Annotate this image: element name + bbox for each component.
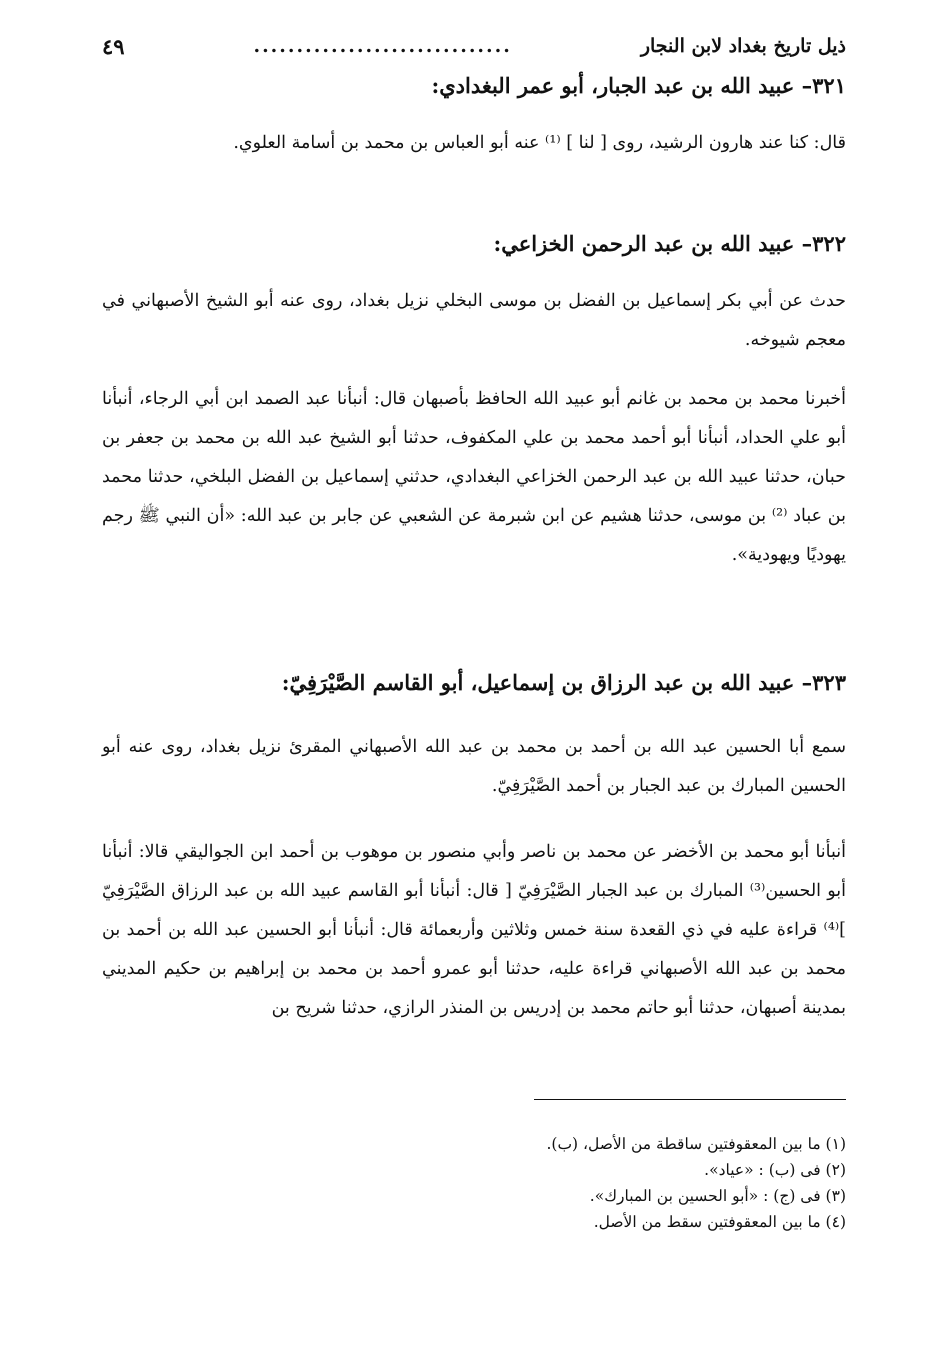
entry-322-heading: ٣٢٢– عبيد الله بن عبد الرحمن الخزاعي: <box>493 231 846 256</box>
running-title: ذيل تاريخ بغداد لابن النجار <box>640 35 846 57</box>
entry-322-paragraph-2: أخبرنا محمد بن محمد بن غانم أبو عبيد الله الحافظ بأصبهان قال: أنبأنا عبد الصمد ابن أبي الرجاء، أنبأنا أبو علي الحداد، أنبأنا أبو أحمد محمد بن علي المكفوف، حدثنا أبو الشيخ عبد الله بن محمد بن جعفر بن حبان، حدثنا عبيد الله بن عبد الرحمن الخزاعي البغدادي، حدثني إسماعيل بن الفضل البلخي، حدثنا محمد بن عباد ⁽²⁾ بن موسى، حدثنا هشيم عن ابن شبرمة عن الشعبي عن جابر بن عبد الله: «أن النبي ﷺ رجم يهوديًا ويهودية». <box>102 389 846 565</box>
page-header <box>102 26 846 66</box>
footnote-3: (٣) فى (ج) : «أبو الحسين بن المبارك». <box>589 1187 846 1205</box>
entry-323-paragraph-1: سمع أبا الحسين عبد الله بن أحمد بن محمد بن عبد الله الأصبهاني المقرئ نزيل بغداد، روى عنه أبو الحسين المبارك بن عبد الجبار بن أحمد الصَّيْرَفِيّ. <box>102 737 846 796</box>
entry-321-heading: ٣٢١– عبيد الله بن عبد الجبار، أبو عمر البغدادي: <box>431 73 846 98</box>
footnote-separator <box>534 1099 846 1100</box>
footnote-1: (١) ما بين المعقوفتين ساقطة من الأصل، (ب). <box>546 1135 846 1153</box>
entry-323-paragraph-2: أنبأنا أبو محمد بن الأخضر عن محمد بن ناصر وأبي منصور بن موهوب بن أحمد ابن الجواليقي قالا: أنبأنا أبو الحسين⁽³⁾ المبارك بن عبد الجبار الصَّيْرَفِيّ [ قال: أنبأنا أبو القاسم عبيد الله بن عبد الرزاق الصَّيْرَفِيّ ]⁽⁴⁾ قراءة عليه في ذي القعدة سنة خمس وثلاثين وأربعمائة قال: أنبأنا أبو الحسين عبد الله بن أحمد بن محمد بن عبد الله الأصبهاني قراءة عليه، حدثنا أبو عمرو أحمد بن محمد بن إبراهيم بن حكيم المديني بمدينة أصبهان، حدثنا أبو حاتم محمد بن إدريس بن المنذر الرازي، حدثنا شريح بن <box>102 842 846 1018</box>
entry-323-heading: ٣٢٣– عبيد الله بن عبد الرزاق بن إسماعيل، أبو القاسم الصَّيْرَفِيّ: <box>281 670 846 695</box>
footnote-2: (٢) فى (ب) : «عياد». <box>704 1161 846 1179</box>
leader-dots: .............................. <box>253 35 512 57</box>
entry-321-paragraph: قال: كنا عند هارون الرشيد، روى [ لنا ] ⁽¹⁾ عنه أبو العباس بن محمد بن أسامة العلوي. <box>233 133 846 153</box>
entry-322-paragraph-1: حدث عن أبي بكر إسماعيل بن الفضل بن موسى البخلي نزيل بغداد، روى عنه أبو الشيخ الأصبهاني في معجم شيوخه. <box>102 291 846 350</box>
page-number: ٤٩ <box>102 33 125 59</box>
footnote-4: (٤) ما بين المعقوفتين سقط من الأصل. <box>593 1213 846 1231</box>
footnotes <box>102 1131 846 1235</box>
